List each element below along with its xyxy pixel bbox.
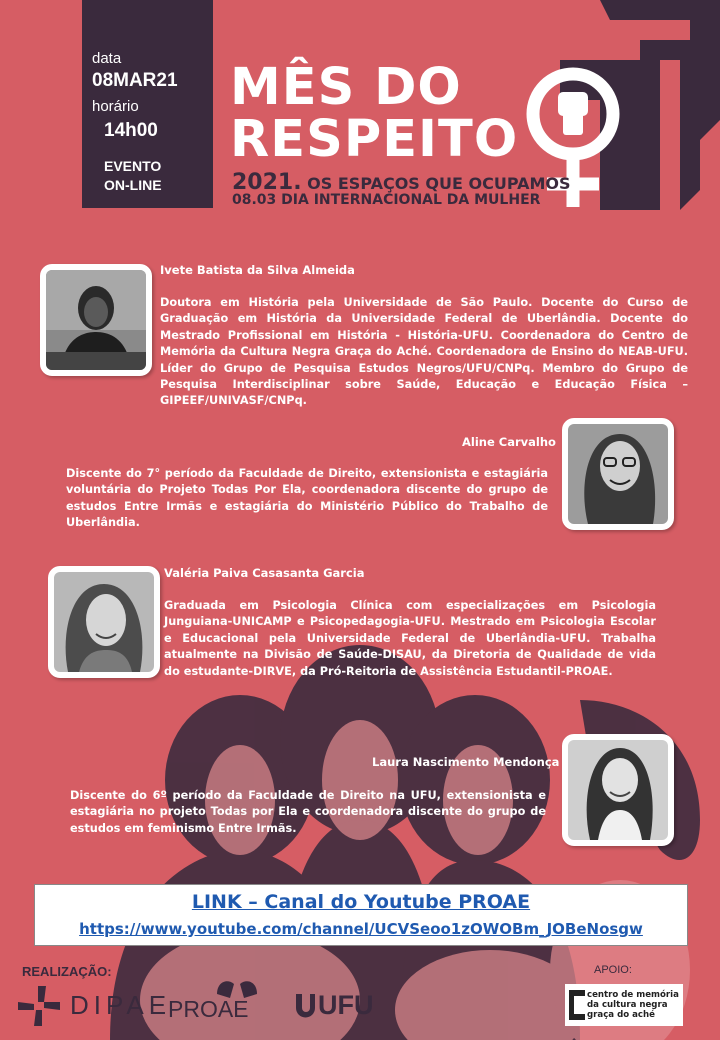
speaker-bio-3: Graduada em Psicologia Clínica com especializações em Psicologia Junguiana-UNICAMP e Psicopedagogia-UFU. Mestrado em Psicologia Escolar e Educacional pela Universidade Federal de Uberlândia-UFU. Trabalha atualmente na Divisão de Saúde-DISAU, da Diretoria de Qualidade de vida do estudante-DIRVE, da Pró-Reitoria de Assistência Estudantil-PROAE.	[164, 599, 656, 678]
realizacao-label: REALIZAÇÃO:	[22, 964, 112, 979]
speaker-photo-3	[48, 566, 160, 678]
speaker-photo-2	[562, 418, 674, 530]
speaker-name-3: Valéria Paiva Casasanta Garcia	[164, 566, 365, 580]
portrait-image	[46, 270, 146, 370]
youtube-link-box	[34, 884, 688, 946]
youtube-link-title[interactable]: LINK – Canal do Youtube PROAE	[191, 891, 531, 913]
fist-icon	[558, 92, 588, 135]
title-year: 2021.	[232, 170, 302, 195]
ccn-logo-text: centro de memória da cultura negra graça do aché	[587, 990, 679, 1020]
ccn-logo-box	[565, 984, 683, 1026]
event-line-1: EVENTO	[104, 158, 162, 174]
portrait-image	[54, 572, 154, 672]
date-value: 08MAR21	[92, 70, 178, 91]
logo-ufu: UFU	[318, 990, 374, 1020]
speaker-name-4: Laura Nascimento Mendonça	[372, 755, 560, 769]
title-subtitle: OS ESPAÇOS QUE OCUPAMOS	[307, 174, 571, 193]
speaker-name-2: Aline Carvalho	[462, 435, 556, 449]
logo-proae: PROAE	[168, 996, 249, 1022]
time-label: horário	[92, 98, 139, 115]
speaker-photo-1	[40, 264, 152, 376]
date-subtitle: 08.03 DIA INTERNACIONAL DA MULHER	[232, 192, 541, 208]
speaker-bio-1: Doutora em História pela Universidade de São Paulo. Docente do Curso de Graduação em História da Universidade Federal de Uberlândia. Docente do Mestrado Profissional em História - História-UFU. Coordenadora do Centro de Memória da Cultura Negra Graça do Aché. Coordenadora de Ensino do NEAB-UFU. Líder do Grupo de Pesquisa Estudos Negros/UFU/CNPq. Membro do Grupo de Pesquisa Interdisciplinar sobre Saúde, Educação e Educação Física – GIPEEF/UNIVASF/CNPq.	[160, 296, 688, 408]
time-value: 14h00	[104, 120, 158, 141]
speaker-bio-2: Discente do 7° período da Faculdade de Direito, extensionista e estagiária voluntária do Projeto Todas Por Ela, coordenadora discente do grupo de estudos Entre Irmãs e estagiária do Ministério Público do Trabalho de Uberlândia.	[66, 467, 548, 530]
ccn-icon	[569, 990, 585, 1020]
apoio-label: APOIO:	[594, 964, 632, 976]
date-label: data	[92, 50, 122, 67]
speaker-photo-4	[562, 734, 674, 846]
youtube-link-url[interactable]: https://www.youtube.com/channel/UCVSeoo1zOWOBm_JOBeNosgw	[79, 920, 643, 938]
portrait-image	[568, 740, 668, 840]
speaker-name-1: Ivete Batista da Silva Almeida	[160, 263, 355, 277]
title-line-2: RESPEITO	[230, 110, 519, 169]
event-info-box	[82, 0, 213, 208]
title-line-1: MÊS DO	[230, 58, 462, 117]
dipae-hands-icon	[16, 984, 64, 1028]
portrait-image	[568, 424, 668, 524]
ufu-symbol-icon	[294, 992, 316, 1018]
event-line-2: ON-LINE	[104, 177, 162, 193]
logo-dipae: DIPAE	[70, 990, 172, 1020]
speaker-bio-4: Discente do 6º período da Faculdade de Direito na UFU, extensionista e estagiária no projeto Todas por Ela e coordenadora discente do grupo de estudos em feminismo Entre Irmãs.	[70, 789, 546, 835]
